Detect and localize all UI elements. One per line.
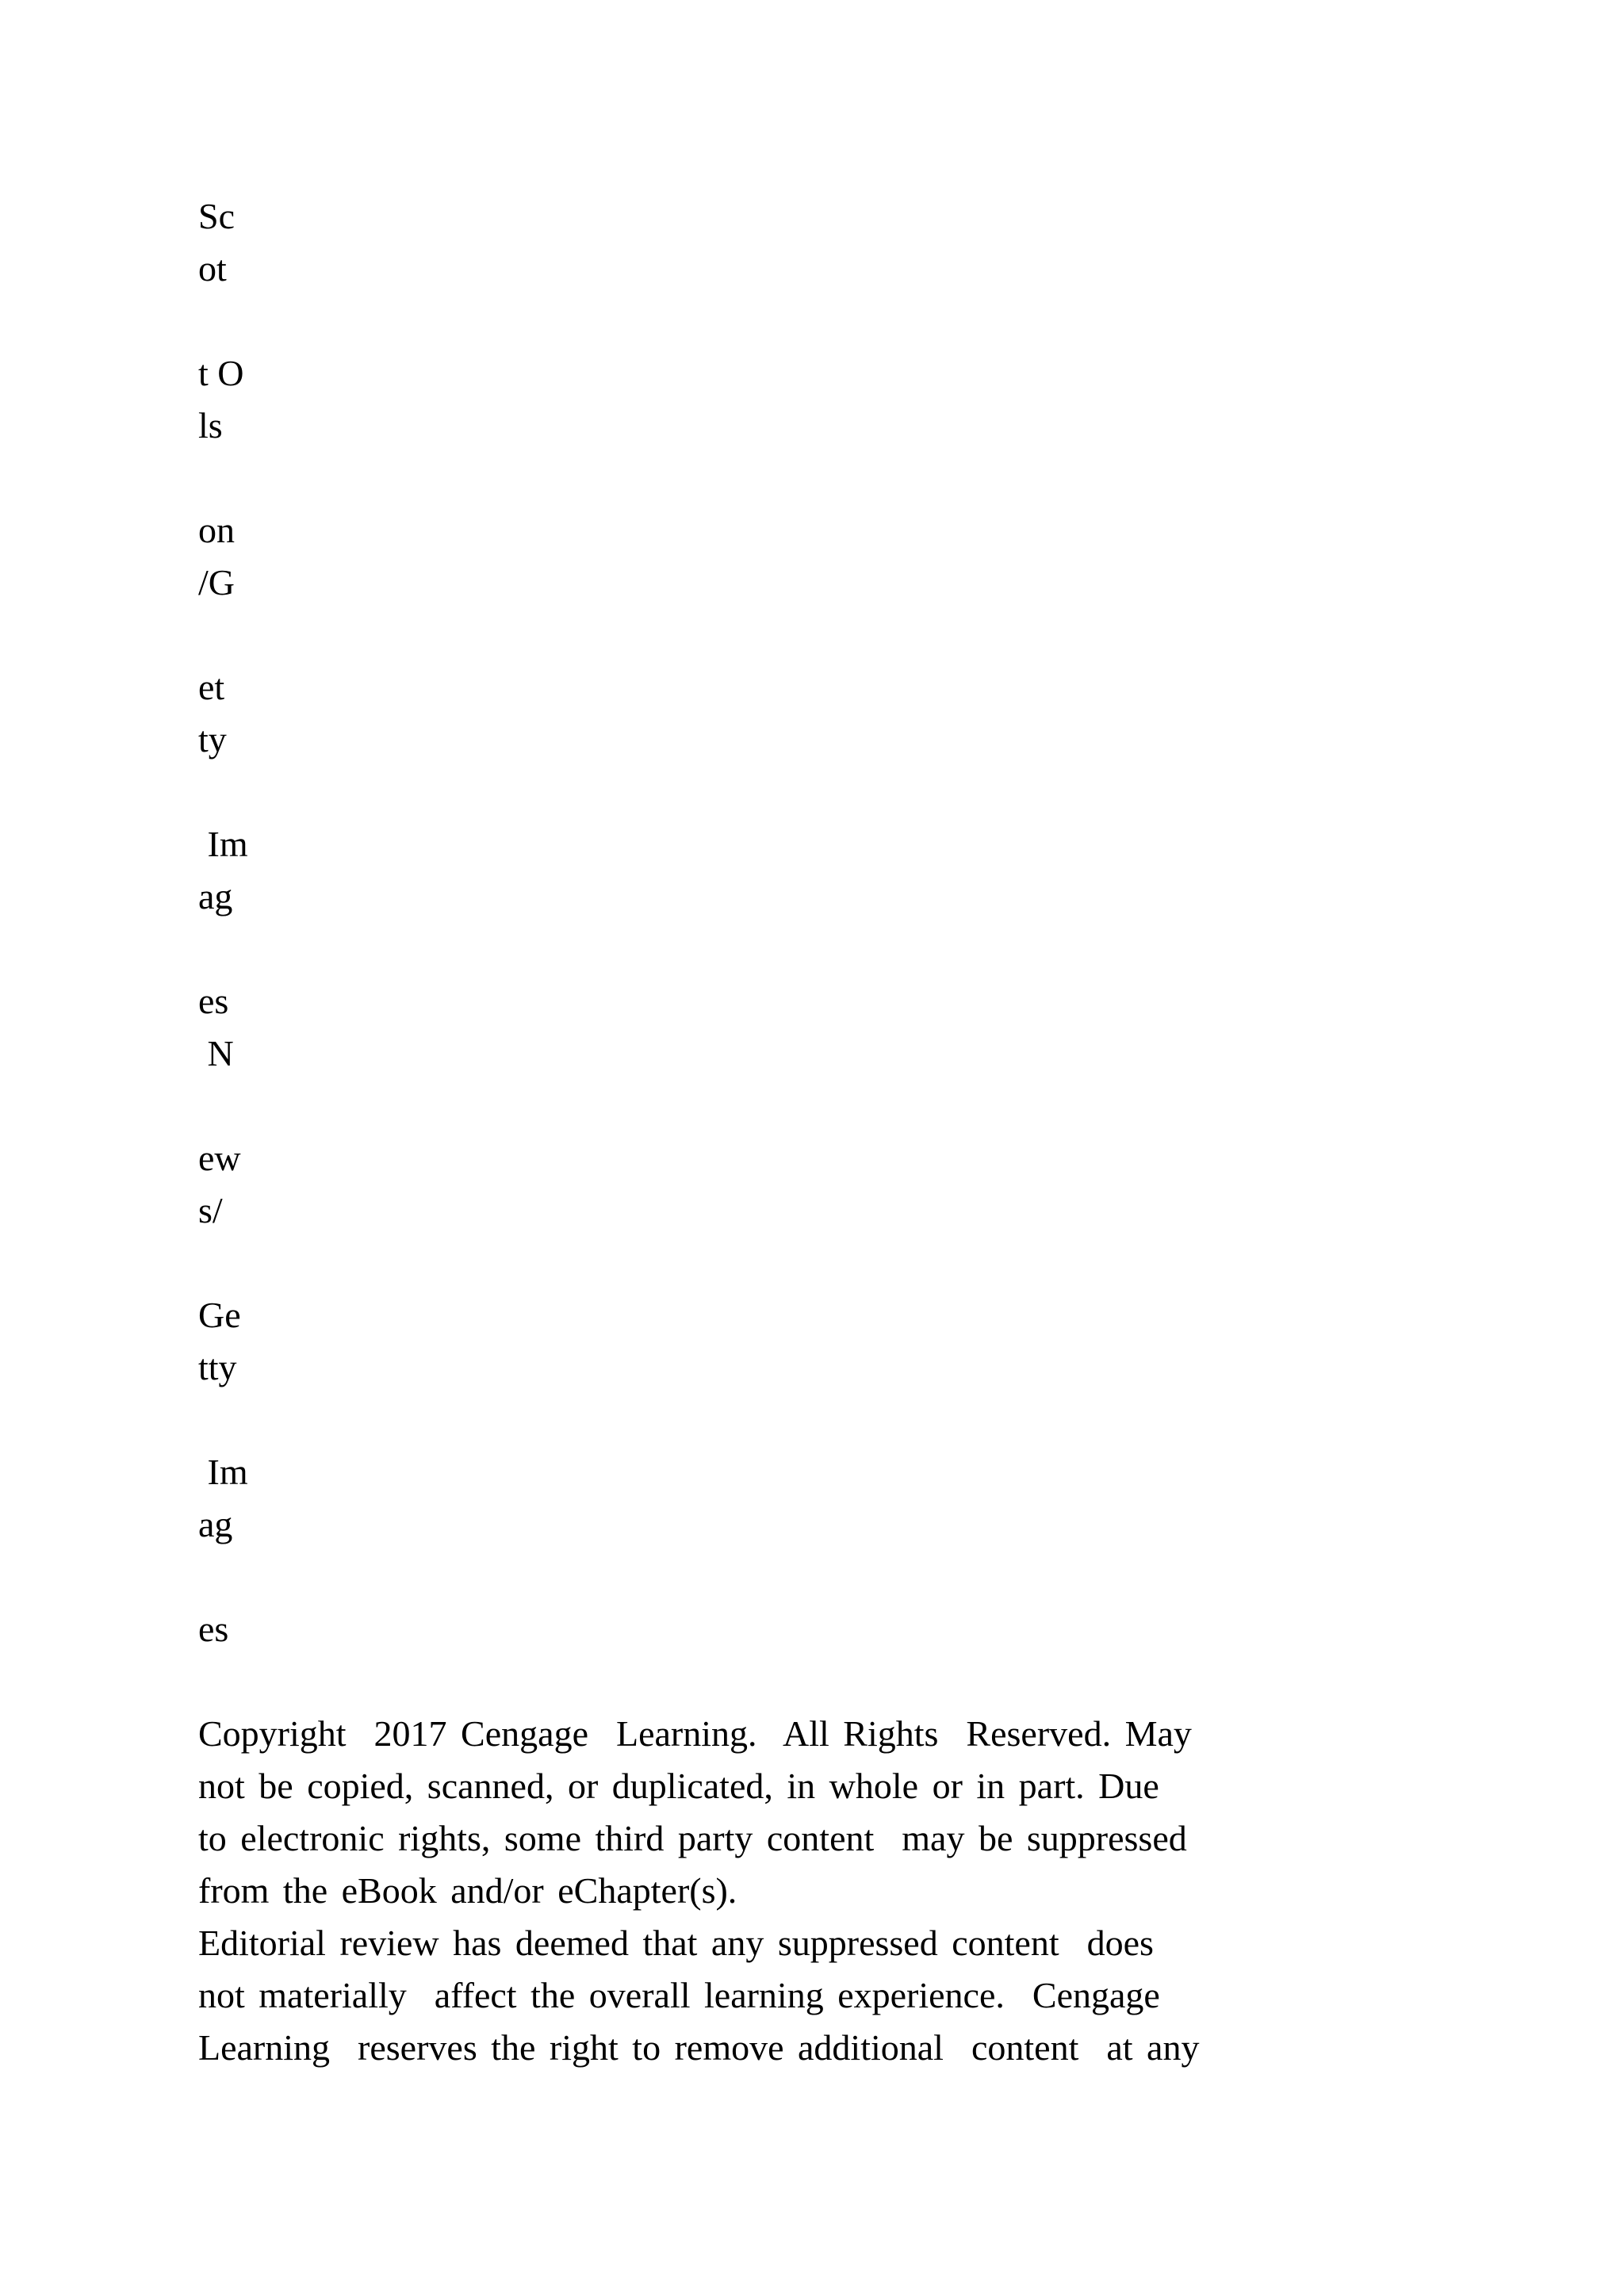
notice-line: to electronic rights, some third party content may be suppressed bbox=[198, 1818, 1187, 1858]
credit-fragment: Im bbox=[198, 1452, 248, 1492]
credit-fragment: ew bbox=[198, 1138, 241, 1178]
credit-fragment: Im bbox=[198, 824, 248, 864]
credit-fragment: s/ bbox=[198, 1190, 223, 1230]
credit-fragment: ag bbox=[198, 1504, 233, 1544]
credit-fragment: /G bbox=[198, 562, 235, 603]
credit-fragment: ls bbox=[198, 405, 223, 446]
credit-fragment: es bbox=[198, 1609, 229, 1649]
notice-line: Copyright 2017 Cengage Learning. All Rights Reserved. May bbox=[198, 1713, 1192, 1754]
credit-fragment: ty bbox=[198, 719, 227, 760]
credit-fragment: t O bbox=[198, 353, 244, 393]
credit-fragment: es bbox=[198, 981, 229, 1021]
credit-fragment: Ge bbox=[198, 1295, 241, 1335]
notice-line: not materially affect the overall learning experience. Cengage bbox=[198, 1975, 1160, 2015]
notice-line: from the eBook and/or eChapter(s). bbox=[198, 1870, 737, 1911]
copyright-notice bbox=[198, 1708, 1435, 2074]
photo-credit bbox=[198, 190, 357, 1655]
credit-fragment: ot bbox=[198, 248, 227, 289]
credit-fragment: et bbox=[198, 667, 225, 707]
notice-line: Editorial review has deemed that any suppressed content does bbox=[198, 1923, 1154, 1963]
credit-fragment: Sc bbox=[198, 196, 235, 236]
notice-line: not be copied, scanned, or duplicated, in whole or in part. Due bbox=[198, 1766, 1159, 1806]
credit-fragment: tty bbox=[198, 1347, 237, 1387]
credit-fragment: N bbox=[198, 1033, 234, 1073]
credit-fragment: ag bbox=[198, 876, 233, 916]
notice-line: Learning reserves the right to remove additional content at any bbox=[198, 2027, 1200, 2068]
credit-fragment: on bbox=[198, 510, 235, 550]
